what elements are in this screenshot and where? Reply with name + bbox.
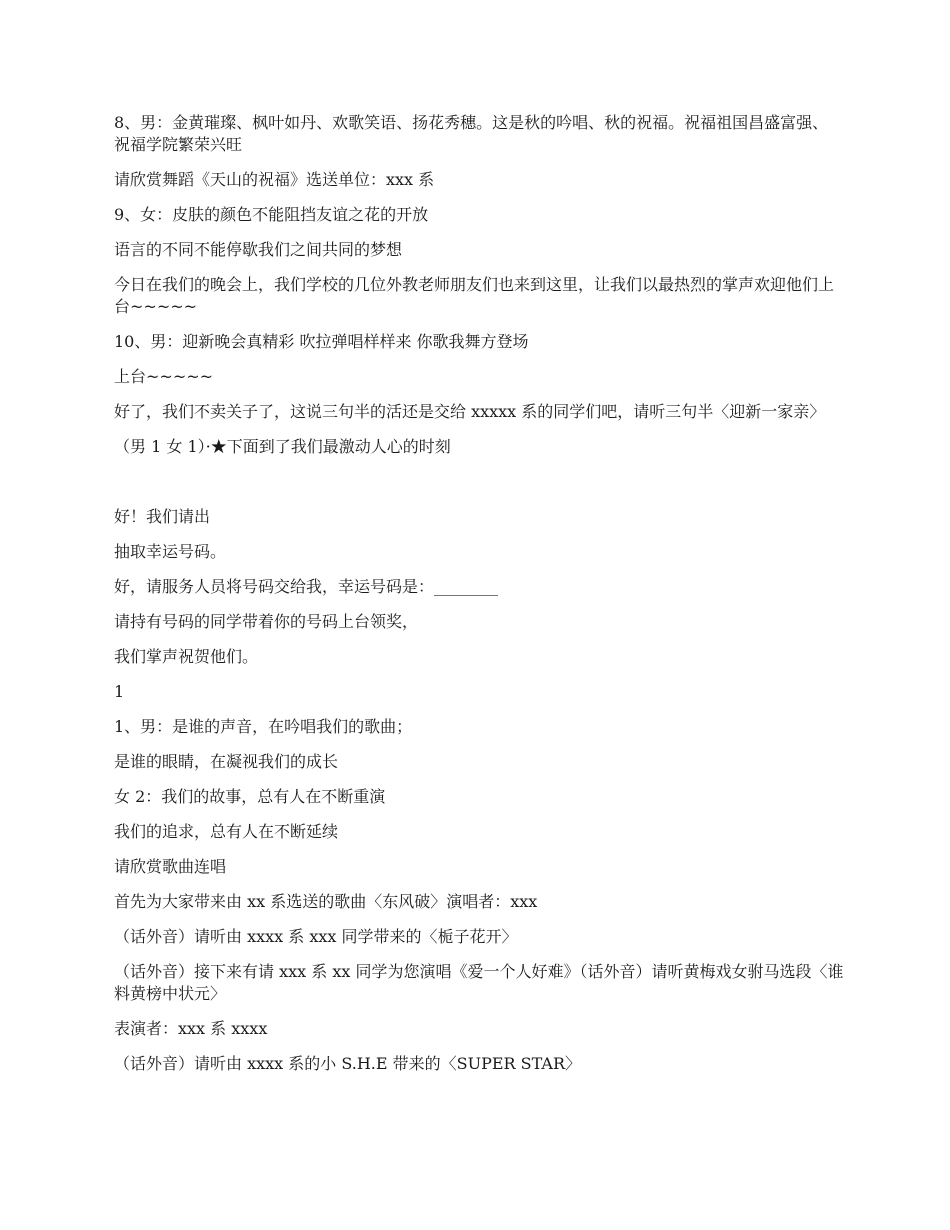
paragraph: 1、男：是谁的声音，在吟唱我们的歌曲； <box>114 717 413 736</box>
paragraph: 语言的不同不能停歇我们之间共同的梦想 <box>114 240 403 259</box>
paragraph: 是谁的眼睛，在凝视我们的成长 <box>114 752 339 771</box>
document-page <box>114 112 844 1088</box>
paragraph: 好，请服务人员将号码交给我，幸运号码是：________ <box>114 577 499 596</box>
paragraph: 10、男：迎新晚会真精彩 吹拉弹唱样样来 你歌我舞方登场 <box>114 332 529 351</box>
paragraph: 8、男：金黄璀璨、枫叶如丹、欢歌笑语、扬花秀穗。这是秋的吟唱、秋的祝福。祝福祖国昌盛富强、祝福学院繁荣兴旺 <box>114 113 829 154</box>
paragraph: 表演者：xxx 系 xxxx <box>114 1019 268 1038</box>
paragraph: （话外音）请听由 xxxx 系 xxx 同学带来的〈栀子花开〉 <box>114 927 518 946</box>
paragraph: 好了，我们不卖关子了，这说三句半的活还是交给 xxxxx 系的同学们吧，请听三句半〈迎新一家亲〉 <box>114 402 826 421</box>
section-spacer <box>114 471 844 506</box>
paragraph: （话外音）请听由 xxxx 系的小 S.H.E 带来的〈SUPER STAR〉 <box>114 1054 582 1073</box>
paragraph: 请欣赏歌曲连唱 <box>114 857 227 876</box>
paragraph: 抽取幸运号码。 <box>114 542 227 561</box>
paragraph: 1 <box>114 682 125 701</box>
paragraph: 我们的追求，总有人在不断延续 <box>114 822 339 841</box>
paragraph: 9、女：皮肤的颜色不能阻挡友谊之花的开放 <box>114 205 429 224</box>
paragraph: 首先为大家带来由 xx 系选送的歌曲〈东风破〉演唱者：xxx <box>114 892 538 911</box>
paragraph: 请欣赏舞蹈《天山的祝福》选送单位：xxx 系 <box>114 170 435 189</box>
paragraph: （男 1 女 1）·★下面到了我们最激动人心的时刻 <box>114 437 451 456</box>
paragraph: （话外音）接下来有请 xxx 系 xx 同学为您演唱《爱一个人好难》（话外音）请听黄梅戏女驸马选段〈谁料黄榜中状元〉 <box>114 962 844 1003</box>
paragraph: 今日在我们的晚会上，我们学校的几位外教老师朋友们也来到这里，让我们以最热烈的掌声欢迎他们上台~~~~~ <box>114 275 835 316</box>
paragraph: 好！我们请出 <box>114 507 211 526</box>
paragraph: 请持有号码的同学带着你的号码上台领奖， <box>114 612 419 631</box>
paragraph: 上台~~~~~ <box>114 367 214 386</box>
paragraph: 我们掌声祝贺他们。 <box>114 647 259 666</box>
paragraph: 女 2：我们的故事，总有人在不断重演 <box>114 787 386 806</box>
